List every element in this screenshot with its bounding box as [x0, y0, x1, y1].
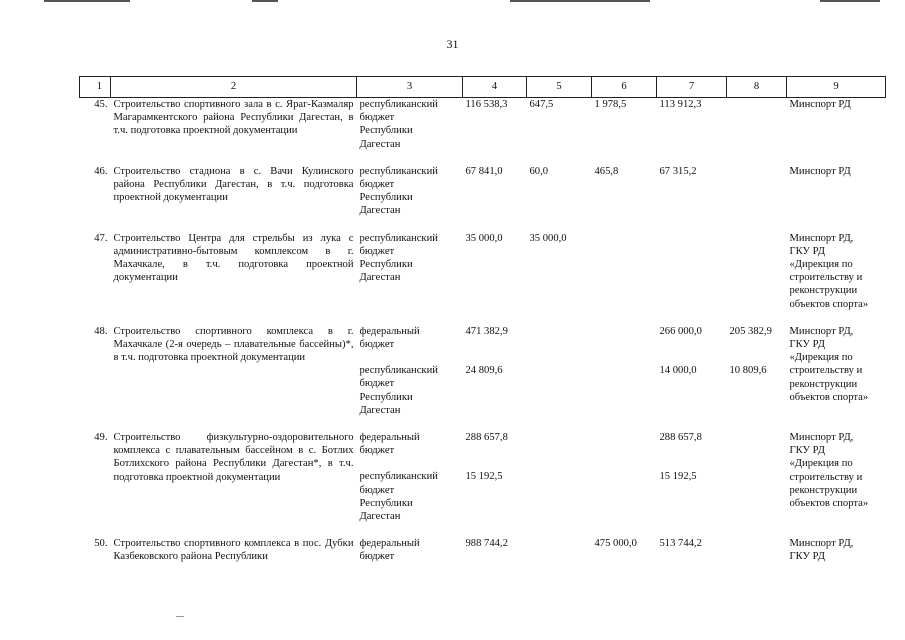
amount-cell-c4 [463, 325, 527, 417]
column-header: 2 [111, 77, 357, 98]
amount-value: 35 000,0 [465, 232, 503, 244]
executor-line: строительству и [789, 365, 863, 377]
amount-value: 475 000,0 [594, 538, 637, 550]
amount-cell-c7 [657, 537, 727, 563]
funding-source-line: бюджет [359, 245, 395, 257]
funding-source-block [360, 470, 460, 523]
amount-value: 205 382,9 [729, 325, 772, 337]
amount-value: 266 000,0 [659, 325, 702, 337]
executor-line: реконструкции [789, 285, 858, 297]
amount-value [530, 325, 589, 351]
column-header: 3 [357, 77, 463, 98]
funding-source-line: Дагестан [359, 272, 401, 284]
funding-source-line: Дагестан [359, 138, 401, 150]
executor-line: реконструкции [789, 378, 858, 390]
amount-cell-c8 [727, 232, 787, 311]
table-row [80, 537, 886, 563]
funding-source [357, 537, 463, 563]
amount-value [530, 431, 589, 457]
funding-source-line: республиканский [359, 232, 438, 244]
amount-cell-c4 [463, 165, 527, 218]
amount-cell-c4 [463, 431, 527, 523]
funding-source-block [360, 165, 460, 218]
amount-cell-c6 [592, 431, 657, 523]
column-header: 9 [787, 77, 886, 98]
amount-value: 647,5 [529, 99, 554, 110]
table-row [80, 165, 886, 218]
executor-line: «Дирекция по [789, 259, 853, 271]
executor-line: ГКУ РД [789, 551, 825, 563]
executor-line: Минспорт РД, [789, 325, 854, 337]
row-number: 50. [94, 538, 108, 550]
funding-source-line: бюджет [359, 445, 395, 457]
amount-value [730, 98, 784, 151]
amount-cell-c7 [657, 165, 727, 218]
program-table [79, 76, 886, 564]
funding-source-block [360, 537, 460, 563]
amount-cell-c5 [527, 232, 592, 311]
amount-value: 15 192,5 [659, 471, 697, 483]
funding-source-line: бюджет [359, 112, 395, 124]
amount-value [595, 470, 654, 523]
column-header: 7 [657, 77, 727, 98]
executor-line: Минспорт РД, [789, 232, 854, 244]
row-number: 49. [94, 432, 108, 444]
funding-source-line: федеральный [359, 538, 420, 550]
funding-source-line: республиканский [359, 165, 438, 177]
top-edge-mark [252, 0, 278, 2]
amount-value: 465,8 [594, 165, 619, 177]
amount-cell-c8 [727, 431, 787, 523]
object-name: Строительство спортивного зала в с. Яраг-Казмаляр Магарамкентского района Республики Дагестан, в т.ч. подготовка проектной документации [113, 99, 354, 137]
amount-cell-c6 [592, 537, 657, 563]
executor [787, 98, 886, 151]
funding-source-line: федеральный [359, 325, 420, 337]
funding-source-block [360, 232, 460, 285]
funding-source-line: Республики [359, 192, 413, 204]
executor-line: «Дирекция по [789, 458, 853, 470]
object-name: Строительство стадиона в с. Вачи Кулинского района Республики Дагестан, в т.ч. подготовка проектной документации [113, 165, 354, 204]
amount-value: 15 192,5 [465, 471, 503, 483]
row-spacer [80, 151, 886, 165]
amount-value [595, 431, 654, 457]
amount-value: 288 657,8 [659, 432, 702, 444]
amount-cell-c8 [727, 537, 787, 563]
funding-source [357, 232, 463, 311]
executor [787, 232, 886, 311]
funding-source-line: федеральный [359, 432, 420, 444]
amount-cell-c6 [592, 325, 657, 417]
executor-line: ГКУ РД [789, 445, 825, 457]
funding-source-line: Дагестан [359, 205, 401, 217]
executor-line: строительству и [789, 272, 863, 284]
amount-value: 14 000,0 [659, 365, 697, 377]
column-header: 1 [80, 77, 111, 98]
funding-source-line: республиканский [359, 365, 438, 377]
amount-value: 113 912,3 [659, 99, 702, 110]
amount-value [595, 364, 654, 417]
row-number: 48. [94, 325, 108, 337]
amount-value: 116 538,3 [465, 99, 508, 110]
column-header: 8 [727, 77, 787, 98]
executor-line: «Дирекция по [789, 352, 853, 364]
amount-value: 288 657,8 [465, 432, 508, 444]
amount-cell-c5 [527, 537, 592, 563]
amount-value: 60,0 [529, 165, 549, 177]
amount-cell-c4 [463, 537, 527, 563]
amount-cell-c5 [527, 98, 592, 151]
amount-cell-c5 [527, 431, 592, 523]
table-row [80, 325, 886, 417]
amount-value: 67 841,0 [465, 165, 503, 177]
funding-source-line: Республики [359, 125, 413, 137]
amount-value: 35 000,0 [529, 232, 567, 244]
executor-line: строительству и [789, 471, 863, 483]
amount-value [595, 232, 654, 285]
amount-value [730, 232, 784, 285]
amount-cell-c7 [657, 431, 727, 523]
page-number: 31 [446, 37, 459, 51]
executor-line: объектов спорта» [789, 391, 869, 403]
funding-source-line: Республики [359, 391, 413, 403]
amount-value [530, 470, 589, 523]
amount-value [595, 325, 654, 351]
funding-source-line: бюджет [359, 339, 395, 351]
amount-cell-c8 [727, 325, 787, 417]
table-row [80, 232, 886, 311]
column-header: 5 [527, 77, 592, 98]
amount-value [530, 364, 589, 417]
funding-source-line: республиканский [359, 99, 438, 110]
executor-line: Минспорт РД [789, 99, 851, 110]
amount-cell-c8 [727, 98, 787, 151]
row-number: 45. [94, 99, 108, 110]
executor-line: объектов спорта» [789, 498, 869, 510]
object-name: Строительство спортивного комплекса в пос. Дубки Казбековского района Республики [113, 538, 354, 563]
amount-value [530, 537, 589, 563]
amount-cell-c7 [657, 98, 727, 151]
funding-source [357, 165, 463, 218]
column-header: 6 [592, 77, 657, 98]
funding-source-line: бюджет [359, 179, 395, 191]
row-spacer [80, 523, 886, 537]
amount-value: 513 744,2 [659, 538, 702, 550]
executor-line: Минспорт РД, [789, 432, 854, 444]
funding-source-line: бюджет [359, 378, 395, 390]
amount-value: 471 382,9 [465, 325, 508, 337]
executor-line: реконструкции [789, 484, 858, 496]
funding-source-line: бюджет [359, 551, 395, 563]
executor-line: ГКУ РД [789, 245, 825, 257]
executor [787, 325, 886, 417]
amount-value: 10 809,6 [729, 365, 767, 377]
funding-source-line: Республики [359, 497, 413, 509]
amount-cell-c4 [463, 98, 527, 151]
row-number: 46. [94, 165, 108, 177]
row-number: 47. [94, 232, 108, 244]
amount-value [730, 470, 784, 523]
funding-source-line: бюджет [359, 484, 395, 496]
amount-cell-c8 [727, 165, 787, 218]
amount-cell-c5 [527, 165, 592, 218]
amount-value [730, 431, 784, 457]
funding-source-block [360, 431, 460, 457]
row-spacer [80, 311, 886, 325]
funding-source-line: Республики [359, 259, 413, 271]
executor [787, 537, 886, 563]
amount-cell-c4 [463, 232, 527, 311]
row-spacer [80, 417, 886, 431]
object-name: Строительство физкультурно-оздоровительного комплекса с плавательным бассейном в с. Ботлих Ботлихского района Республики Дагестан*, в т.ч. подготовка проектной документации [113, 432, 354, 483]
executor-line: Минспорт РД, [789, 538, 854, 550]
top-edge-mark [820, 0, 880, 2]
executor [787, 431, 886, 523]
amount-value: 988 744,2 [465, 538, 508, 550]
amount-value: 1 978,5 [594, 99, 627, 110]
executor-line: Минспорт РД [789, 165, 851, 177]
row-spacer [80, 218, 886, 232]
amount-cell-c6 [592, 98, 657, 151]
object-name: Строительство спортивного комплекса в г. Махачкале (2-я очередь – плавательные бассейны)*, в т.ч. подготовка проектной документации [113, 325, 354, 364]
object-name: Строительство Центра для стрельбы из лука с административно-бытовым комплексом в г. Махачкале, в т.ч. подготовка проектной документации [113, 232, 354, 284]
funding-source [357, 325, 463, 417]
table-row [80, 431, 886, 523]
column-header-row [80, 77, 886, 98]
scan-mark [176, 616, 184, 617]
funding-source-block [360, 364, 460, 417]
amount-cell-c6 [592, 232, 657, 311]
top-edge-mark [44, 0, 130, 2]
funding-source [357, 98, 463, 151]
table-row [80, 98, 886, 151]
amount-cell-c7 [657, 325, 727, 417]
amount-value [660, 232, 724, 285]
funding-source-line: республиканский [359, 471, 438, 483]
funding-source-block [360, 98, 460, 151]
amount-value: 67 315,2 [659, 165, 697, 177]
amount-cell-c7 [657, 232, 727, 311]
funding-source [357, 431, 463, 523]
executor-line: ГКУ РД [789, 339, 825, 351]
amount-cell-c5 [527, 325, 592, 417]
amount-value [730, 537, 784, 563]
executor [787, 165, 886, 218]
amount-value [730, 165, 784, 218]
amount-cell-c6 [592, 165, 657, 218]
funding-source-line: Дагестан [359, 404, 401, 416]
amount-value: 24 809,6 [465, 365, 503, 377]
executor-line: объектов спорта» [789, 298, 869, 310]
funding-source-line: Дагестан [359, 511, 401, 523]
top-edge-mark [510, 0, 650, 2]
column-header: 4 [463, 77, 527, 98]
funding-source-block [360, 325, 460, 351]
